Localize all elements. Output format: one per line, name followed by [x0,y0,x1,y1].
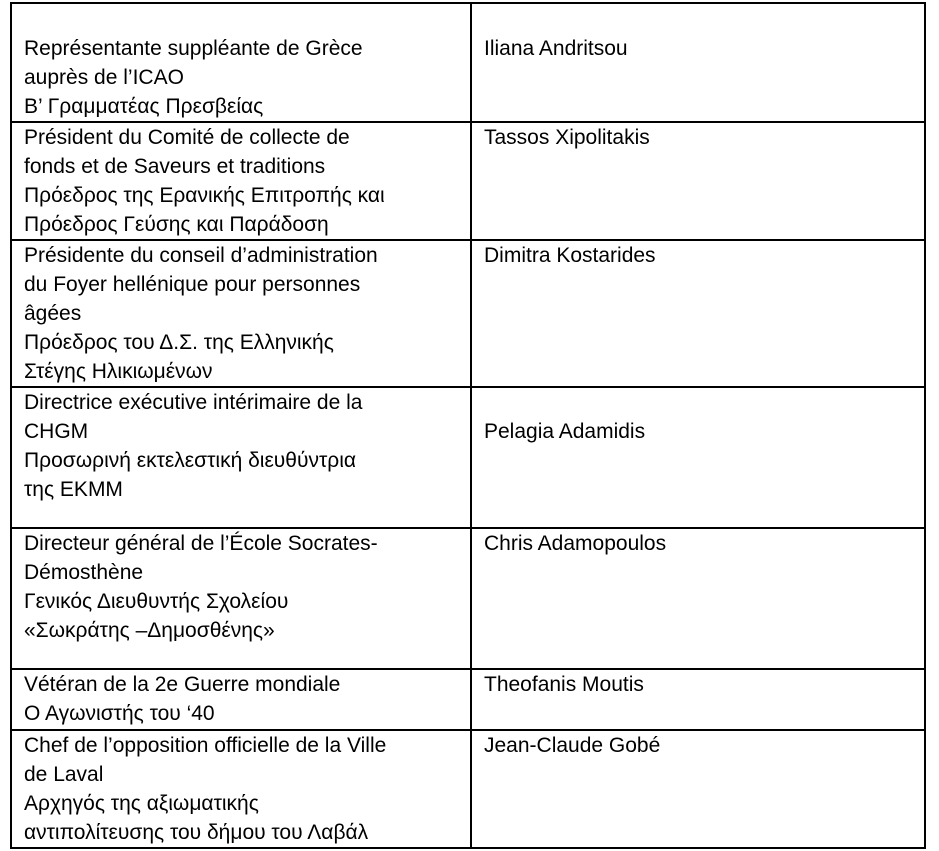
role-cell [11,3,471,122]
name-cell [471,669,925,730]
role-line: Β’ Γραμματέας Πρεσβείας [24,95,264,118]
role-line: Πρόεδρος του Δ.Σ. της Ελληνικής [24,331,334,354]
role-line: Πρόεδρος Γεύσης και Παράδοση [24,213,329,236]
person-name: Jean-Claude Gobé [484,734,661,757]
table-row [11,528,925,669]
role-line: «Σωκράτης –Δημοσθένης» [24,619,275,642]
name-cell [471,730,925,848]
role-line: Στέγης Ηλικιωμένων [24,360,213,383]
role-cell [11,730,471,848]
role-line: Directrice exécutive intérimaire de la [24,391,363,414]
person-name: Theofanis Moutis [484,673,644,696]
role-line: Προσωρινή εκτελεστική διευθύντρια [24,449,357,472]
name-cell [471,528,925,669]
role-cell [11,669,471,730]
role-line: Démosthène [24,561,144,584]
role-line: Directeur général de l’École Socrates- [24,532,378,555]
role-line: de Laval [24,763,104,786]
table-row [11,122,925,240]
role-line: Γενικός Διευθυντής Σχολείου [24,590,289,613]
role-cell [11,122,471,240]
role-line: Président du Comité de collecte de [24,126,350,149]
table-row [11,669,925,730]
person-name: Chris Adamopoulos [484,532,667,555]
name-cell [471,3,925,122]
role-line: της ΕΚΜΜ [24,478,123,501]
person-name: Dimitra Kostarides [484,244,656,267]
role-line: αντιπολίτευσης του δήμου του Λαβάλ [24,821,369,844]
name-cell [471,122,925,240]
dignitaries-table [10,2,926,849]
table-row [11,3,925,122]
table-row [11,387,925,528]
role-line: du Foyer hellénique pour personnes [24,273,361,296]
person-name: Pelagia Adamidis [484,420,646,443]
role-line: Vétéran de la 2e Guerre mondiale [24,673,341,696]
role-line: fonds et de Saveurs et traditions [24,155,326,178]
role-line: Chef de l’opposition officielle de la Ville [24,734,387,757]
role-line: Ο Αγωνιστής του ‘40 [24,702,215,725]
role-line: Πρόεδρος της Ερανικής Επιτροπής και [24,184,385,207]
table-row [11,730,925,848]
person-name: Tassos Xipolitakis [484,126,650,149]
table-row [11,240,925,387]
role-cell [11,528,471,669]
role-line: Présidente du conseil d’administration [24,244,378,267]
role-line: âgées [24,302,82,325]
name-cell [471,387,925,528]
role-cell [11,387,471,528]
person-name: Iliana Andritsou [484,37,628,60]
role-cell [11,240,471,387]
role-line: Αρχηγός της αξιωματικής [24,792,259,815]
role-line: auprès de l’ICAO [24,66,184,89]
name-cell [471,240,925,387]
role-line: Représentante suppléante de Grèce [24,37,363,60]
role-line: CHGM [24,420,89,443]
